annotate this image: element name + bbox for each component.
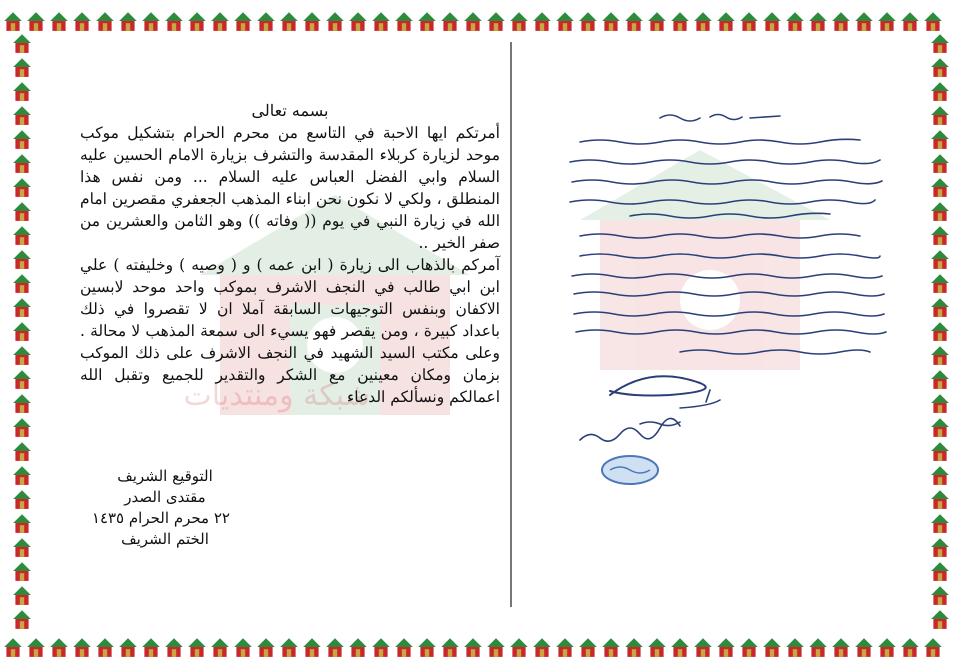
border-tile (13, 34, 31, 53)
border-tile (931, 322, 949, 341)
border-tile (931, 586, 949, 605)
border-tile (13, 466, 31, 485)
border-tile (931, 442, 949, 461)
border-tile (931, 346, 949, 365)
border-tile (234, 12, 252, 31)
border-tile (13, 274, 31, 293)
border-tile (786, 638, 804, 657)
border-tile (510, 12, 528, 31)
border-tile (931, 538, 949, 557)
border-tile (740, 638, 758, 657)
border-right (926, 30, 954, 634)
border-tile (13, 154, 31, 173)
border-tile (464, 638, 482, 657)
border-left (8, 30, 36, 634)
border-tile (395, 638, 413, 657)
border-tile (464, 12, 482, 31)
border-tile (349, 638, 367, 657)
border-tile (717, 638, 735, 657)
border-tile (73, 638, 91, 657)
document-paragraph: آمركم بالذهاب الى زيارة ( ابن عمه ) و ( وصيه ) وخليفته ) علي ابن ابي طالب في النجف الاشرف بموكب واحد موحد لابسين الاكفان وبنفس التوجيهات السابقة آملا ان لا تقصروا في ذلك باعداد كبيرة ، ومن يقصر فهو يسيء الى سمعة المذهب لا محالة . وعلى مكتب السيد الشهيد في النجف الاشرف على ذلك الموكب بزمان ومكان معينين مع الشكر والتقدير للجميع وتقبل الله اعمالكم ونسألكم الدعاء (80, 256, 500, 406)
handwritten-letter-image (540, 90, 910, 490)
border-tile (931, 154, 949, 173)
border-tile (257, 12, 275, 31)
border-tile (326, 638, 344, 657)
border-tile (119, 12, 137, 31)
border-tile (13, 250, 31, 269)
border-tile (832, 12, 850, 31)
border-tile (13, 610, 31, 629)
border-tile (487, 12, 505, 31)
border-tile (809, 12, 827, 31)
border-tile (602, 12, 620, 31)
border-tile (901, 638, 919, 657)
typed-document (80, 100, 500, 408)
border-tile (931, 298, 949, 317)
border-tile (13, 226, 31, 245)
border-tile (901, 12, 919, 31)
border-tile (13, 322, 31, 341)
border-tile (533, 638, 551, 657)
border-tile (763, 12, 781, 31)
border-tile (188, 12, 206, 31)
border-tile (579, 638, 597, 657)
border-tile (13, 346, 31, 365)
border-tile (13, 418, 31, 437)
border-tile (165, 638, 183, 657)
border-tile (418, 638, 436, 657)
border-tile (13, 490, 31, 509)
border-tile (924, 12, 942, 31)
border-tile (280, 12, 298, 31)
border-tile (418, 12, 436, 31)
border-tile (648, 12, 666, 31)
signature-date: ٢٢ محرم الحرام ١٤٣٥ (91, 509, 230, 527)
border-tile (73, 12, 91, 31)
border-tile (303, 638, 321, 657)
border-tile (931, 394, 949, 413)
border-tile (326, 12, 344, 31)
border-tile (510, 638, 528, 657)
border-tile (142, 638, 160, 657)
border-tile (931, 562, 949, 581)
border-tile (931, 82, 949, 101)
border-tile (50, 12, 68, 31)
border-tile (556, 12, 574, 31)
border-tile (648, 638, 666, 657)
border-tile (13, 514, 31, 533)
border-tile (694, 638, 712, 657)
border-tile (602, 638, 620, 657)
border-tile (13, 586, 31, 605)
border-tile (13, 442, 31, 461)
border-tile (13, 82, 31, 101)
seal-label: الختم الشريف (121, 530, 209, 548)
border-tile (487, 638, 505, 657)
border-tile (372, 638, 390, 657)
border-tile (96, 638, 114, 657)
border-tile (740, 12, 758, 31)
document-title: بسمه تعالى (251, 101, 329, 120)
page-divider (510, 42, 512, 607)
border-tile (27, 638, 45, 657)
border-tile (671, 638, 689, 657)
border-tile (257, 638, 275, 657)
border-tile (234, 638, 252, 657)
border-tile (671, 12, 689, 31)
border-tile (280, 638, 298, 657)
border-tile (931, 106, 949, 125)
border-top (0, 6, 960, 36)
border-tile (931, 58, 949, 77)
border-tile (349, 12, 367, 31)
border-tile (13, 58, 31, 77)
border-tile (96, 12, 114, 31)
border-tile (188, 638, 206, 657)
border-tile (142, 12, 160, 31)
border-tile (13, 106, 31, 125)
border-tile (931, 202, 949, 221)
border-tile (931, 370, 949, 389)
border-tile (625, 638, 643, 657)
border-tile (13, 562, 31, 581)
border-tile (303, 12, 321, 31)
border-tile (533, 12, 551, 31)
border-tile (13, 298, 31, 317)
border-tile (579, 12, 597, 31)
border-tile (931, 418, 949, 437)
border-tile (556, 638, 574, 657)
border-tile (13, 202, 31, 221)
border-tile (855, 12, 873, 31)
border-tile (931, 514, 949, 533)
border-tile (878, 638, 896, 657)
border-tile (931, 34, 949, 53)
border-tile (4, 638, 22, 657)
border-tile (931, 274, 949, 293)
border-tile (855, 638, 873, 657)
border-tile (625, 12, 643, 31)
border-tile (931, 466, 949, 485)
border-tile (441, 12, 459, 31)
border-bottom (0, 632, 960, 662)
border-tile (931, 130, 949, 149)
border-tile (694, 12, 712, 31)
signature-label: التوقيع الشريف (117, 467, 213, 485)
border-tile (878, 12, 896, 31)
border-tile (211, 12, 229, 31)
border-tile (211, 638, 229, 657)
border-tile (931, 610, 949, 629)
document-paragraph: أمرتكم ايها الاحبة في التاسع من محرم الحرام بتشكيل موكب موحد لزيارة كربلاء المقدسة والتشرف بزيارة الامام الحسين عليه السلام وابي الفضل العباس عليه السلام ... ومن نفس هذا المنطلق ، ولكي لا نكون نحن ابناء المذهب الجعفري مقصرين امام الله في زيارة النبي في يوم (( وفاته )) وهو الثامن والعشرين من صفر الخير .. (80, 124, 500, 252)
border-tile (931, 490, 949, 509)
border-tile (13, 370, 31, 389)
border-tile (763, 638, 781, 657)
border-tile (441, 638, 459, 657)
border-tile (165, 12, 183, 31)
signature-block (91, 466, 230, 550)
border-tile (13, 394, 31, 413)
border-tile (717, 12, 735, 31)
border-tile (924, 638, 942, 657)
border-tile (50, 638, 68, 657)
border-tile (809, 638, 827, 657)
border-tile (931, 250, 949, 269)
watermark-text: شبكة ومنتديات (183, 378, 370, 413)
border-tile (13, 178, 31, 197)
border-tile (119, 638, 137, 657)
border-tile (372, 12, 390, 31)
border-tile (13, 538, 31, 557)
border-tile (832, 638, 850, 657)
border-tile (13, 130, 31, 149)
border-tile (27, 12, 45, 31)
border-tile (4, 12, 22, 31)
border-tile (395, 12, 413, 31)
border-tile (931, 226, 949, 245)
signature-name: مقتدى الصدر (124, 488, 206, 506)
border-tile (786, 12, 804, 31)
border-tile (931, 178, 949, 197)
